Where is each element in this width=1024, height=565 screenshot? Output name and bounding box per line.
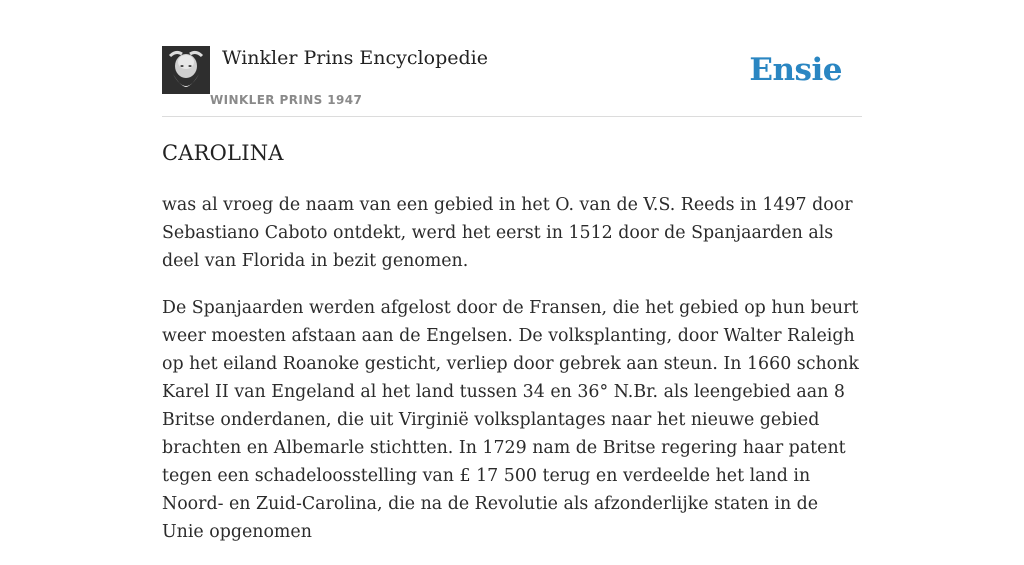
article-paragraph-1: was al vroeg de naam van een gebied in het O. van de V.S. Reeds in 1497 door Sebastiano Caboto ontdekt, werd het eerst in 1512 door de Spanjaarden als deel van Florida in bezit genomen. [162, 195, 853, 271]
article-body [162, 191, 862, 565]
source-edition-label: WINKLER PRINS 1947 [210, 93, 363, 107]
article-paragraph-2: De Spanjaarden werden afgelost door de Fransen, die het gebied op hun beurt weer moesten afstaan aan de Engelsen. De volksplanting, door Walter Raleigh op het eiland Roanoke gesticht, verliep door gebrek aan steun. In 1660 schonk Karel II van Engeland al het land tussen 34 en 36° N.Br. als leengebied aan 8 Britse onderdanen, die uit Virginië volksplantages naar het nieuwe gebied brachten en Albemarle stichtten. In 1729 nam de Britse regering haar patent tegen een schadeloosstelling van £ 17 500 terug en verdeelde het land in Noord- en Zuid-Carolina, die na de Revolutie als afzonderlijke staten in de Unie opgenomen [162, 298, 859, 542]
author-avatar[interactable] [162, 46, 210, 94]
source-title-link[interactable]: Winkler Prins Encyclopedie [222, 47, 488, 69]
article-title: CAROLINA [162, 141, 284, 165]
source-header [162, 46, 862, 117]
ensie-logo[interactable]: Ensie [749, 52, 842, 88]
